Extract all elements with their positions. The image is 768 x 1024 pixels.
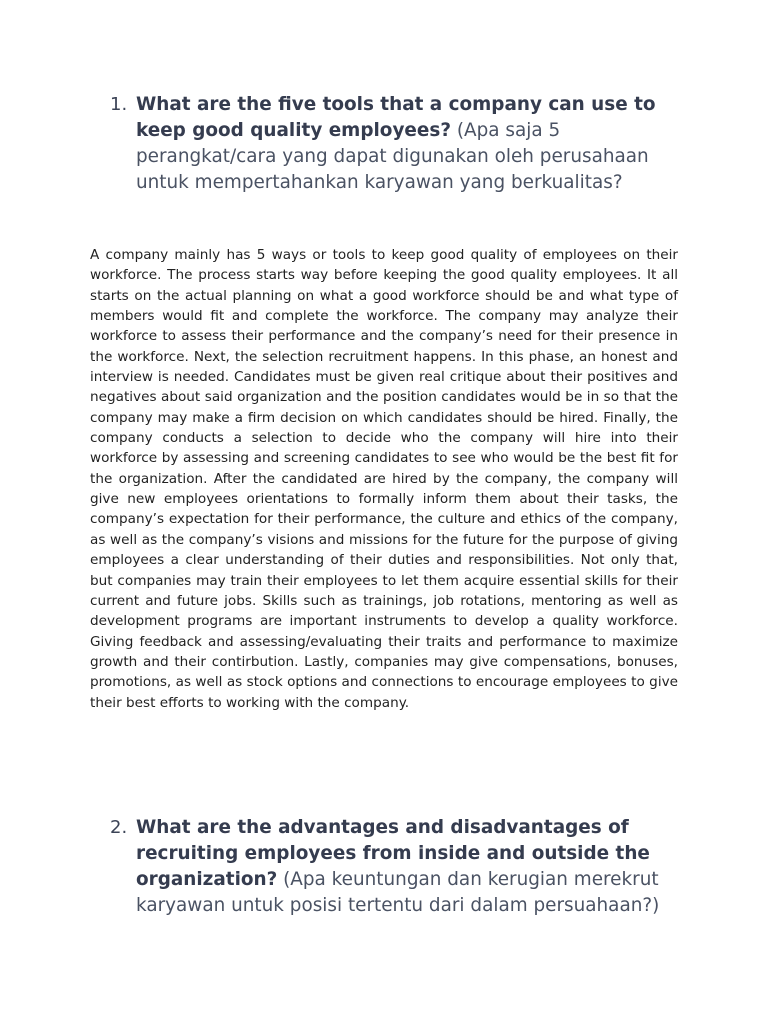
- answer-paragraph: A company mainly has 5 ways or tools to keep good quality of employees on their workforce. The process starts way before keeping the good quality employees. It all starts on the actual planning on what a good workforce should be and what type of members would fit and complete the workforce. The company may analyze their workforce to assess their performance and the company’s need for their presence in the workforce. Next, the selection recruitment happens. In this phase, an honest and interview is needed. Candidates must be given real critique about their positives and negatives about said organization and the position candidates would be in so that the company may make a firm decision on which candidates should be hired. Finally, the company conducts a selection to decide who the company will hire into their workforce by assessing and screening candidates to see who would be the best fit for the organization. After the candidated are hired by the company, the company will give new employees orientations to formally inform them about their tasks, the company’s expectation for their performance, the culture and ethics of the company, as well as the company’s visions and missions for the future for the purpose of giving employees a clear understanding of their duties and responsibilities. Not only that, but companies may train their employees to let them acquire essential skills for their current and future jobs. Skills such as trainings, job rotations, mentoring as well as development programs are important instruments to develop a quality workforce. Giving feedback and assessing/evaluating their traits and performance to maximize growth and their contirbution. Lastly, companies may give compensations, bonuses, promotions, as well as stock options and connections to encourage employees to give their best efforts to working with the company.: [90, 247, 678, 711]
- question-2: [110, 815, 700, 919]
- question-title: What are the advantages and disadvantages of recruiting employees from inside and outside the organization?: [136, 817, 650, 890]
- question-title: What are the five tools that a company can use to keep good quality employees?: [136, 94, 656, 141]
- question-number: 1.: [110, 94, 128, 115]
- question-translation: (Apa saja 5 perangkat/cara yang dapat digunakan oleh perusahaan untuk mempertahankan karyawan yang berkualitas?: [136, 120, 649, 193]
- question-number: 2.: [110, 817, 128, 838]
- question-text: [136, 815, 700, 919]
- question-1: [110, 92, 700, 196]
- question-translation: (Apa keuntungan dan kerugian merekrut karyawan untuk posisi tertentu dari dalam persuahaan?): [136, 869, 660, 916]
- question-text: [136, 92, 700, 196]
